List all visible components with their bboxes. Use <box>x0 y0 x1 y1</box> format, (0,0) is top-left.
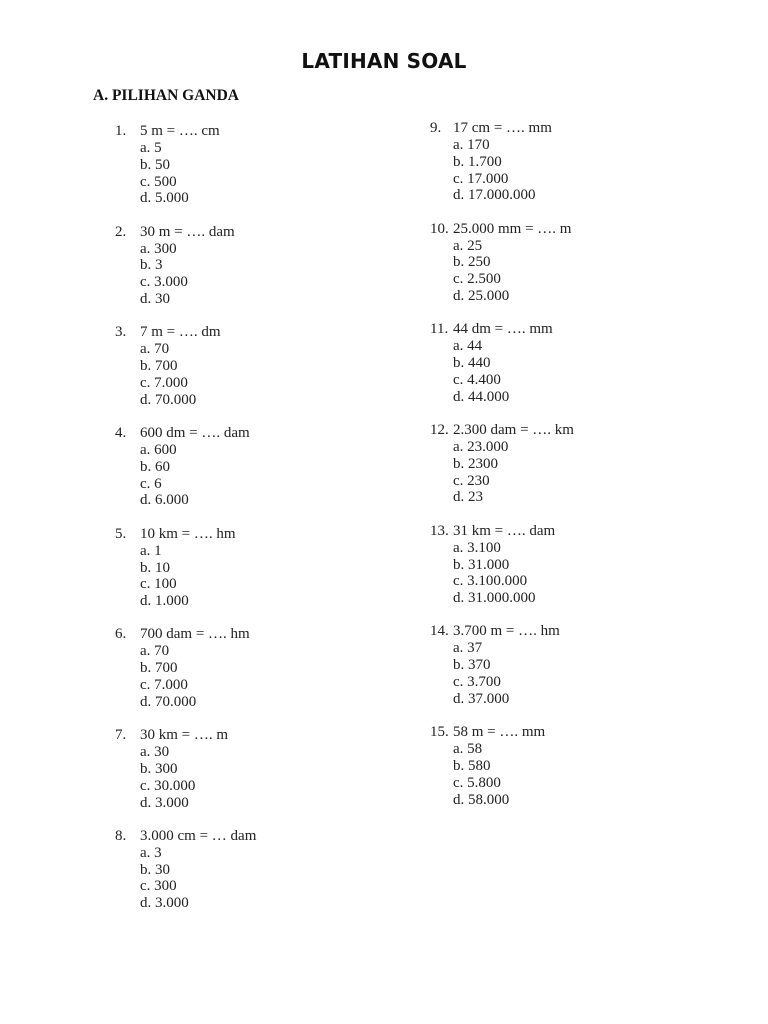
answer-option: c. 17.000 <box>453 170 509 187</box>
question-line <box>430 422 574 439</box>
answer-option: d. 1.000 <box>140 593 189 610</box>
answer-option: b. 700 <box>140 358 178 375</box>
answer-option: d. 23 <box>453 489 483 506</box>
question-item <box>115 727 256 828</box>
answer-option: a. 300 <box>140 240 177 257</box>
question-number: 14. <box>430 623 449 640</box>
answer-option: d. 70.000 <box>140 693 197 710</box>
question-line <box>430 221 574 238</box>
question-text: 25.000 mm = …. m <box>453 220 572 237</box>
answer-option: a. 5 <box>140 140 162 156</box>
question-number: 8. <box>115 827 127 844</box>
question-text: 600 dm = …. dam <box>140 425 250 442</box>
answer-option: b. 440 <box>453 355 491 372</box>
question-line <box>430 120 574 137</box>
page-title: LATIHAN SOAL <box>301 49 467 73</box>
answer-option: a. 1 <box>140 542 162 559</box>
answer-option: b. 31.000 <box>453 556 510 573</box>
answer-option: b. 370 <box>453 657 491 674</box>
question-item <box>430 422 574 523</box>
question-line <box>115 425 256 442</box>
question-line <box>115 526 256 543</box>
answer-option: b. 30 <box>140 861 170 878</box>
question-text: 2.300 dam = …. km <box>453 422 574 439</box>
question-line <box>430 321 574 338</box>
answer-option: b. 250 <box>453 254 491 271</box>
question-item <box>115 626 256 727</box>
question-number: 9. <box>430 120 442 136</box>
question-line <box>430 724 574 741</box>
answer-option: a. 23.000 <box>453 439 509 456</box>
question-text: 700 dam = …. hm <box>140 626 250 643</box>
answer-option: c. 3.000 <box>140 274 188 291</box>
question-line <box>430 523 574 540</box>
answer-option: b. 50 <box>140 156 170 173</box>
answer-option: d. 5.000 <box>140 190 189 207</box>
question-item <box>115 324 256 425</box>
right-question-column <box>430 120 574 825</box>
question-text: 5 m = …. cm <box>140 123 220 139</box>
question-line <box>115 123 256 140</box>
answer-option: c. 30.000 <box>140 777 196 794</box>
answer-option: d. 17.000.000 <box>453 187 536 204</box>
answer-option: b. 580 <box>453 757 491 774</box>
question-text: 58 m = …. mm <box>453 724 546 741</box>
left-question-column <box>115 123 256 929</box>
answer-option: b. 3 <box>140 257 163 274</box>
answer-option: a. 170 <box>453 137 490 153</box>
answer-option: c. 6 <box>140 475 162 492</box>
answer-option: b. 300 <box>140 760 178 777</box>
answer-option: c. 300 <box>140 878 177 895</box>
question-text: 3.700 m = …. hm <box>453 623 560 640</box>
question-item <box>115 123 256 224</box>
answer-option: a. 70 <box>140 341 170 358</box>
answer-option: b. 2300 <box>453 455 498 472</box>
answer-option: d. 6.000 <box>140 492 189 509</box>
answer-option: b. 1.700 <box>453 153 502 170</box>
question-number: 2. <box>115 223 127 240</box>
answer-option: d. 37.000 <box>453 690 510 707</box>
question-line <box>115 324 256 341</box>
question-item <box>115 224 256 325</box>
answer-option: a. 58 <box>453 741 483 758</box>
answer-option: b. 700 <box>140 660 178 677</box>
question-number: 15. <box>430 724 449 741</box>
answer-option: a. 3.100 <box>453 539 501 556</box>
question-number: 11. <box>430 321 449 338</box>
question-line <box>115 828 256 845</box>
answer-option: a. 44 <box>453 338 483 355</box>
question-item <box>430 120 574 221</box>
question-item <box>430 321 574 422</box>
question-line <box>115 224 256 241</box>
answer-option: c. 7.000 <box>140 374 188 391</box>
answer-option: c. 2.500 <box>453 271 501 288</box>
answer-option: d. 58.000 <box>453 791 510 808</box>
question-line <box>115 727 256 744</box>
question-number: 10. <box>430 220 449 237</box>
question-text: 3.000 cm = … dam <box>140 827 257 844</box>
answer-option: b. 10 <box>140 559 170 576</box>
question-text: 17 cm = …. mm <box>453 120 552 136</box>
question-number: 7. <box>115 727 127 744</box>
answer-option: a. 70 <box>140 643 170 660</box>
question-number: 12. <box>430 422 449 439</box>
question-text: 44 dm = …. mm <box>453 321 553 338</box>
answer-option: c. 4.400 <box>453 371 501 388</box>
answer-option: d. 25.000 <box>453 288 510 305</box>
answer-option: d. 3.000 <box>140 794 189 811</box>
question-number: 3. <box>115 324 127 341</box>
question-text: 31 km = …. dam <box>453 522 556 539</box>
question-number: 6. <box>115 626 127 643</box>
answer-option: c. 100 <box>140 576 177 593</box>
question-text: 10 km = …. hm <box>140 525 236 542</box>
answer-option: d. 30 <box>140 291 170 308</box>
question-number: 1. <box>115 123 127 139</box>
answer-option: a. 600 <box>140 442 177 459</box>
question-number: 13. <box>430 522 449 539</box>
answer-option: c. 5.800 <box>453 774 501 791</box>
answer-option: d. 70.000 <box>140 391 197 408</box>
answer-option: a. 3 <box>140 844 162 861</box>
answer-option: c. 230 <box>453 472 490 489</box>
answer-option: d. 3.000 <box>140 895 189 912</box>
answer-option: b. 60 <box>140 458 170 475</box>
answer-option: c. 7.000 <box>140 677 188 694</box>
question-text: 30 km = …. m <box>140 727 229 744</box>
question-line <box>115 626 256 643</box>
answer-option: c. 3.100.000 <box>453 573 528 590</box>
question-item <box>430 523 574 624</box>
question-text: 30 m = …. dam <box>140 223 235 240</box>
answer-option: d. 31.000.000 <box>453 590 536 607</box>
answer-option: a. 37 <box>453 640 483 657</box>
question-item <box>115 526 256 627</box>
question-line <box>430 623 574 640</box>
answer-option: c. 3.700 <box>453 674 501 691</box>
question-item <box>115 425 256 526</box>
question-number: 4. <box>115 425 127 442</box>
question-number: 5. <box>115 525 127 542</box>
question-text: 7 m = …. dm <box>140 324 221 341</box>
question-item <box>430 623 574 724</box>
section-heading: A. PILIHAN GANDA <box>93 87 239 104</box>
answer-option: a. 25 <box>453 237 483 254</box>
question-item <box>430 724 574 825</box>
answer-option: c. 500 <box>140 173 177 190</box>
answer-option: a. 30 <box>140 744 170 761</box>
question-item <box>115 828 256 929</box>
answer-option: d. 44.000 <box>453 388 510 405</box>
question-item <box>430 221 574 322</box>
